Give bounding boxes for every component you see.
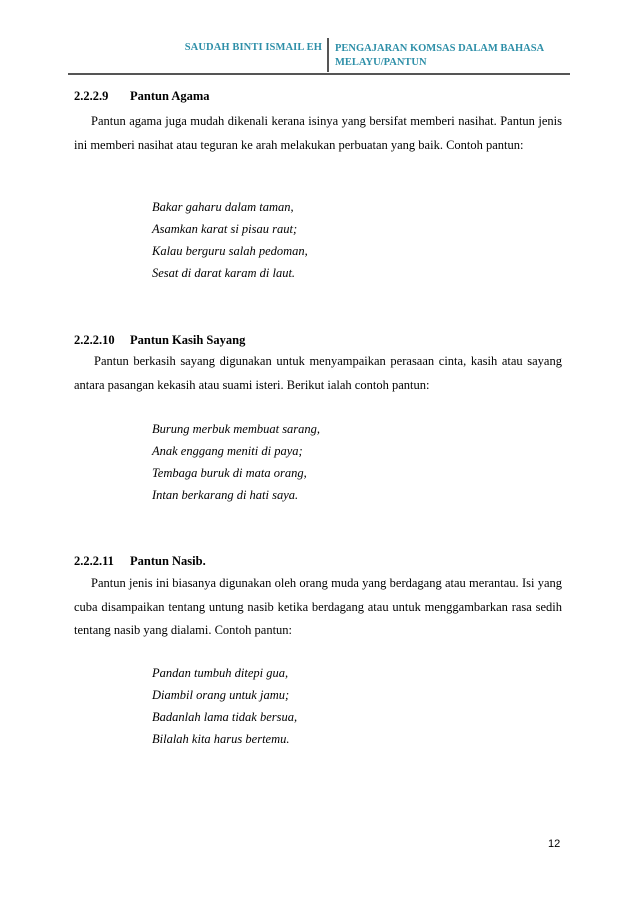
page-header [0,38,638,74]
section-number: 2.2.2.11 [74,554,114,568]
poem-line: Asamkan karat si pisau raut; [152,222,298,236]
header-author: SAUDAH BINTI ISMAIL EH [184,42,322,53]
section-paragraph: Pantun jenis ini biasanya digunakan oleh orang muda yang berdagang atau merantau. Isi yang cuba disampaikan tentang untung nasib ketika berdagang atau untuk menggambarkan rasa sedih tentang nasib yang dialami. Contoh pantun: [74,576,562,637]
section-heading [74,89,210,104]
section-number: 2.2.2.9 [74,89,109,103]
header-title-line1: PENGAJARAN KOMSAS DALAM BAHASA [335,43,545,54]
section-paragraph: Pantun agama juga mudah dikenali kerana isinya yang bersifat memberi nasihat. Pantun jenis ini memberi nasihat atau teguran ke arah melakukan perbuatan yang baik. Contoh pantun: [74,114,562,152]
poem-line: Intan berkarang di hati saya. [152,488,299,502]
poem-line: Pandan tumbuh ditepi gua, [152,666,289,680]
header-rule [68,73,570,75]
section-title: Pantun Nasib. [130,554,206,568]
poem-line: Diambil orang untuk jamu; [152,688,290,702]
section-heading [74,554,206,569]
pantun-poem [152,196,308,284]
header-title [335,42,575,70]
poem-line: Tembaga buruk di mata orang, [152,466,307,480]
section-title: Pantun Kasih Sayang [130,333,246,347]
header-title-line2: MELAYU/PANTUN [335,57,427,68]
page-number: 12 [548,838,561,850]
poem-line: Badanlah lama tidak bersua, [152,710,298,724]
poem-line: Burung merbuk membuat sarang, [152,422,321,436]
pantun-poem [152,662,297,750]
section-number: 2.2.2.10 [74,333,115,347]
poem-line: Kalau berguru salah pedoman, [152,244,308,258]
poem-line: Bakar gaharu dalam taman, [152,200,294,214]
poem-line: Bilalah kita harus bertemu. [152,732,290,746]
header-divider [327,38,329,72]
poem-line: Sesat di darat karam di laut. [152,266,296,280]
section-paragraph: Pantun berkasih sayang digunakan untuk menyampaikan perasaan cinta, kasih atau sayang antara pasangan kekasih atau suami isteri. Berikut ialah contoh pantun: [74,354,562,392]
pantun-poem [152,418,320,506]
section-heading [74,333,245,348]
poem-line: Anak enggang meniti di paya; [152,444,303,458]
section-title: Pantun Agama [130,89,210,103]
